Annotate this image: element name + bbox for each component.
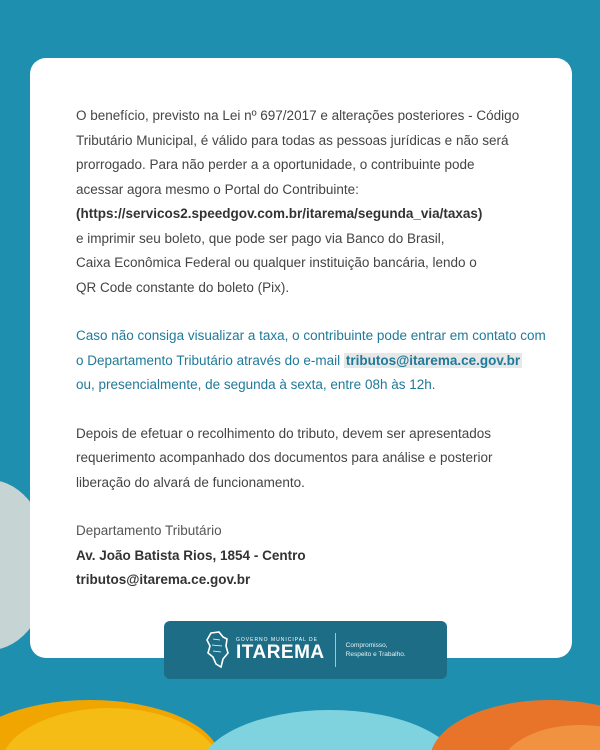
logo-top-text: GOVERNO MUNICIPAL DE [236, 637, 318, 643]
info-card [30, 58, 572, 658]
logo-divider [335, 633, 336, 667]
card-content [76, 104, 546, 593]
municipal-logo-badge [164, 621, 447, 679]
slogan: Compromisso, Respeito e Trabalho. [345, 642, 406, 658]
logo-name: ITAREMA [236, 642, 325, 663]
signature-department: Departamento Tributário [76, 523, 222, 538]
portal-link[interactable]: (https://servicos2.speedgov.com.br/itarema/segunda_via/taxas) [76, 206, 483, 221]
paragraph-benefit: O benefício, previsto na Lei nº 697/2017 e alterações posteriores - Código Tributário Municipal, é válido para todas as pessoas jurídicas e não será prorrogado. Para não perder a a oportunidade, o contribuinte pode acessar agora mesmo o Portal do Contribuinte: (https://servicos2.speedgov.com.br/itarema/segunda_via/taxas) e imprimir seu boleto, que pode ser pago via Banco do Brasil, Caixa Econômica Federal ou qualquer instituição bancária, lendo o QR Code constante do boleto (Pix). [76, 108, 520, 295]
state-map-icon [204, 630, 230, 670]
signature-address: Av. João Batista Rios, 1854 - Centro [76, 547, 306, 563]
signature-block [76, 519, 546, 593]
paragraph-requirements: Depois de efetuar o recolhimento do tributo, devem ser apresentados requerimento acompanhado dos documentos para análise e posterior liberação do alvará de funcionamento. [76, 425, 493, 490]
signature-email[interactable]: tributos@itarema.ce.gov.br [76, 572, 251, 587]
background-waves [0, 680, 600, 750]
paragraph-contact: Caso não consiga visualizar a taxa, o contribuinte pode entrar em contato com o Departamento Tributário através do e-mail tributos@itarema.ce.gov.br ou, presencialmente, de segunda à sexta, entre 08h às 12h. [76, 328, 546, 392]
contact-email-link[interactable]: tributos@itarema.ce.gov.br [345, 352, 521, 368]
